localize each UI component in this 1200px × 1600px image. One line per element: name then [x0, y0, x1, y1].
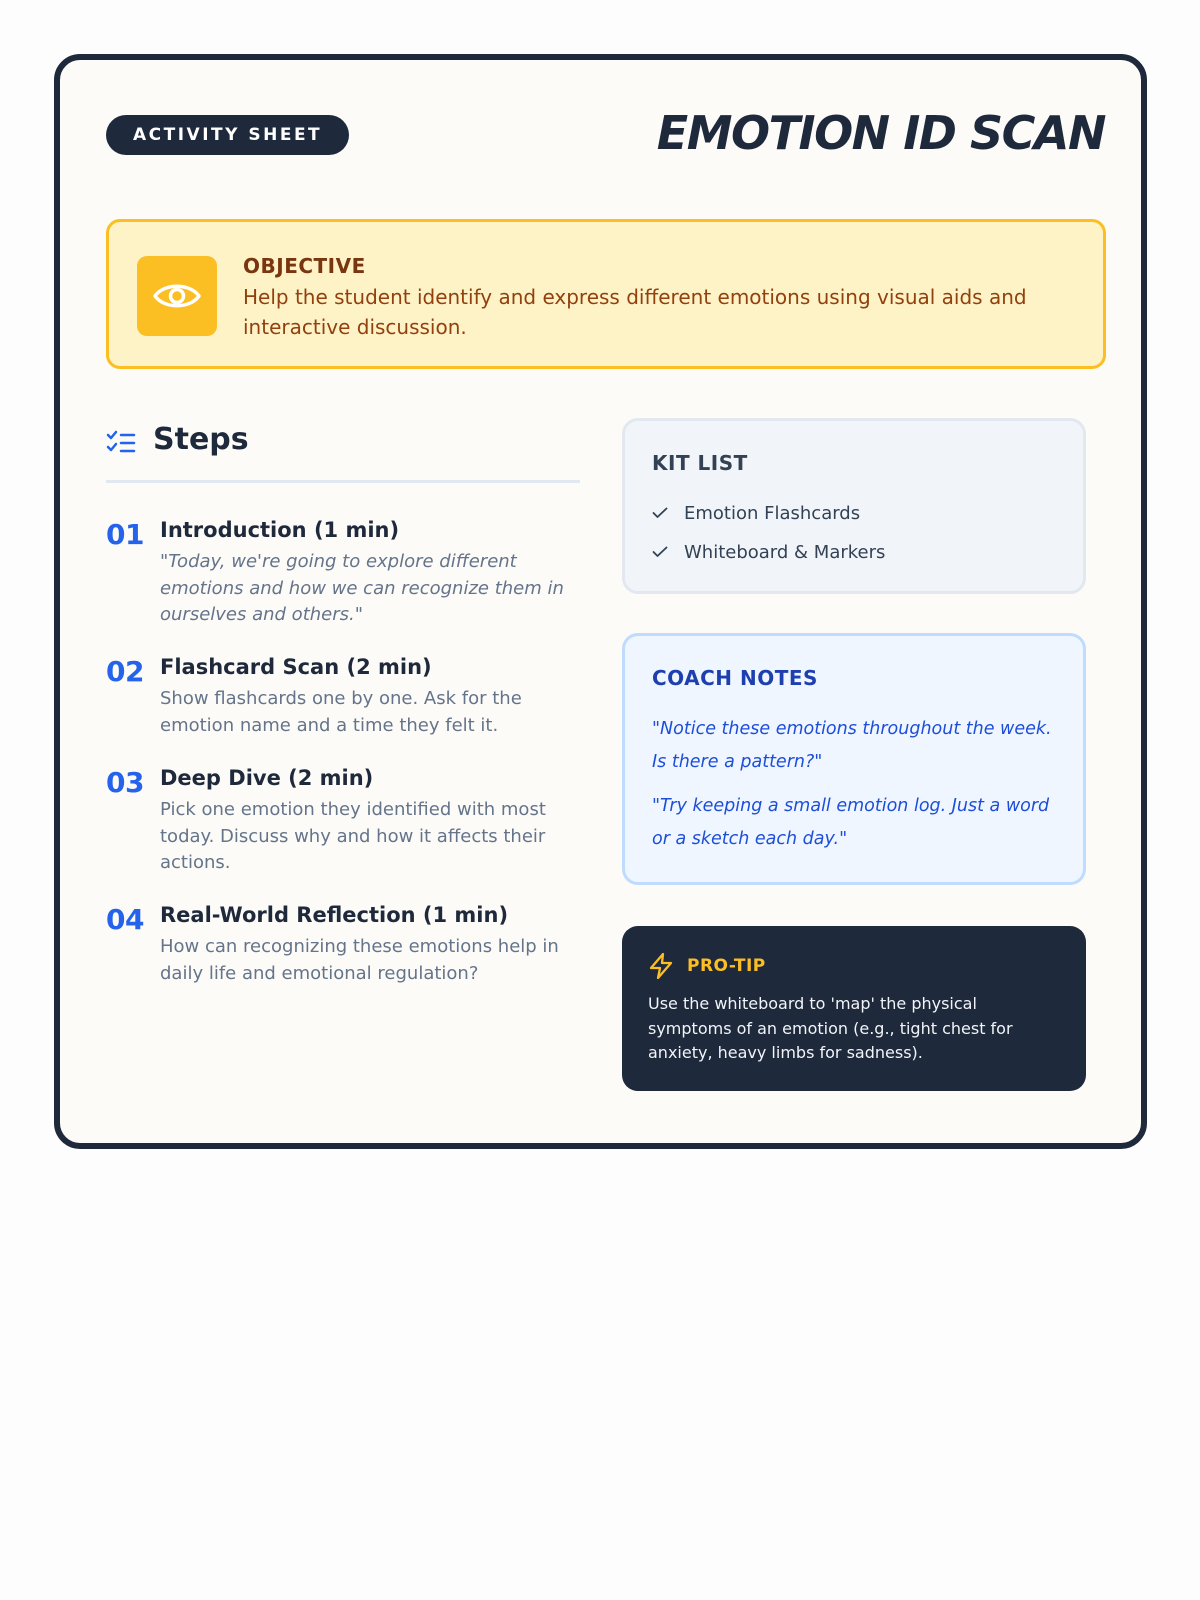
step-title: Flashcard Scan (2 min): [160, 655, 432, 679]
step-number: 03: [106, 766, 144, 799]
kit-list-item: [652, 542, 885, 563]
pro-tip-text: Use the whiteboard to 'map' the physical symptoms of an emotion (e.g., tight chest for anxiety, heavy limbs for sadness).: [648, 994, 1013, 1062]
objective-label: OBJECTIVE: [243, 254, 366, 278]
step-number: 04: [106, 903, 144, 936]
pro-tip-panel: [622, 926, 1086, 1091]
page-title: EMOTION ID SCAN: [656, 106, 1105, 160]
kit-list-item-label: Whiteboard & Markers: [684, 542, 886, 563]
step-title: Real-World Reflection (1 min): [160, 903, 509, 927]
eye-icon: [137, 256, 217, 336]
step-title: Deep Dive (2 min): [160, 766, 374, 790]
coach-notes-panel: [622, 633, 1086, 885]
kit-list-title: KIT LIST: [652, 451, 748, 475]
step-item: [106, 655, 586, 745]
steps-title: Steps: [153, 422, 249, 457]
objective-panel: [106, 219, 1106, 369]
objective-text: Help the student identify and express different emotions using visual aids and interactive discussion.: [243, 285, 1027, 339]
step-description: Pick one emotion they identified with most today. Discuss why and how it affects their actions.: [160, 799, 546, 873]
coach-note-quote: "Notice these emotions throughout the week. Is there a pattern?": [652, 719, 1052, 772]
step-title: Introduction (1 min): [160, 518, 400, 542]
step-description: How can recognizing these emotions help in daily life and emotional regulation?: [160, 936, 559, 984]
kit-list-item-label: Emotion Flashcards: [684, 503, 861, 524]
activity-sheet: [54, 54, 1147, 1149]
lightning-icon: [648, 952, 674, 984]
check-icon: [652, 542, 684, 563]
step-description: Show flashcards one by one. Ask for the emotion name and a time they felt it.: [160, 688, 522, 736]
check-icon: [652, 503, 684, 524]
step-item: [106, 766, 586, 878]
kit-list-item: [652, 503, 860, 524]
coach-note-quote: "Try keeping a small emotion log. Just a word or a sketch each day.": [652, 796, 1050, 849]
coach-notes-title: COACH NOTES: [652, 666, 818, 690]
step-number: 02: [106, 655, 144, 688]
step-item: [106, 903, 586, 993]
step-item: [106, 518, 586, 630]
step-number: 01: [106, 518, 144, 551]
checklist-icon: [106, 430, 136, 460]
steps-header: [106, 422, 580, 483]
pro-tip-label: PRO-TIP: [687, 956, 766, 976]
step-description: "Today, we're going to explore different emotions and how we can recognize them in ourselves and others.": [160, 551, 564, 625]
activity-sheet-badge: ACTIVITY SHEET: [106, 115, 349, 155]
kit-list-panel: [622, 418, 1086, 594]
